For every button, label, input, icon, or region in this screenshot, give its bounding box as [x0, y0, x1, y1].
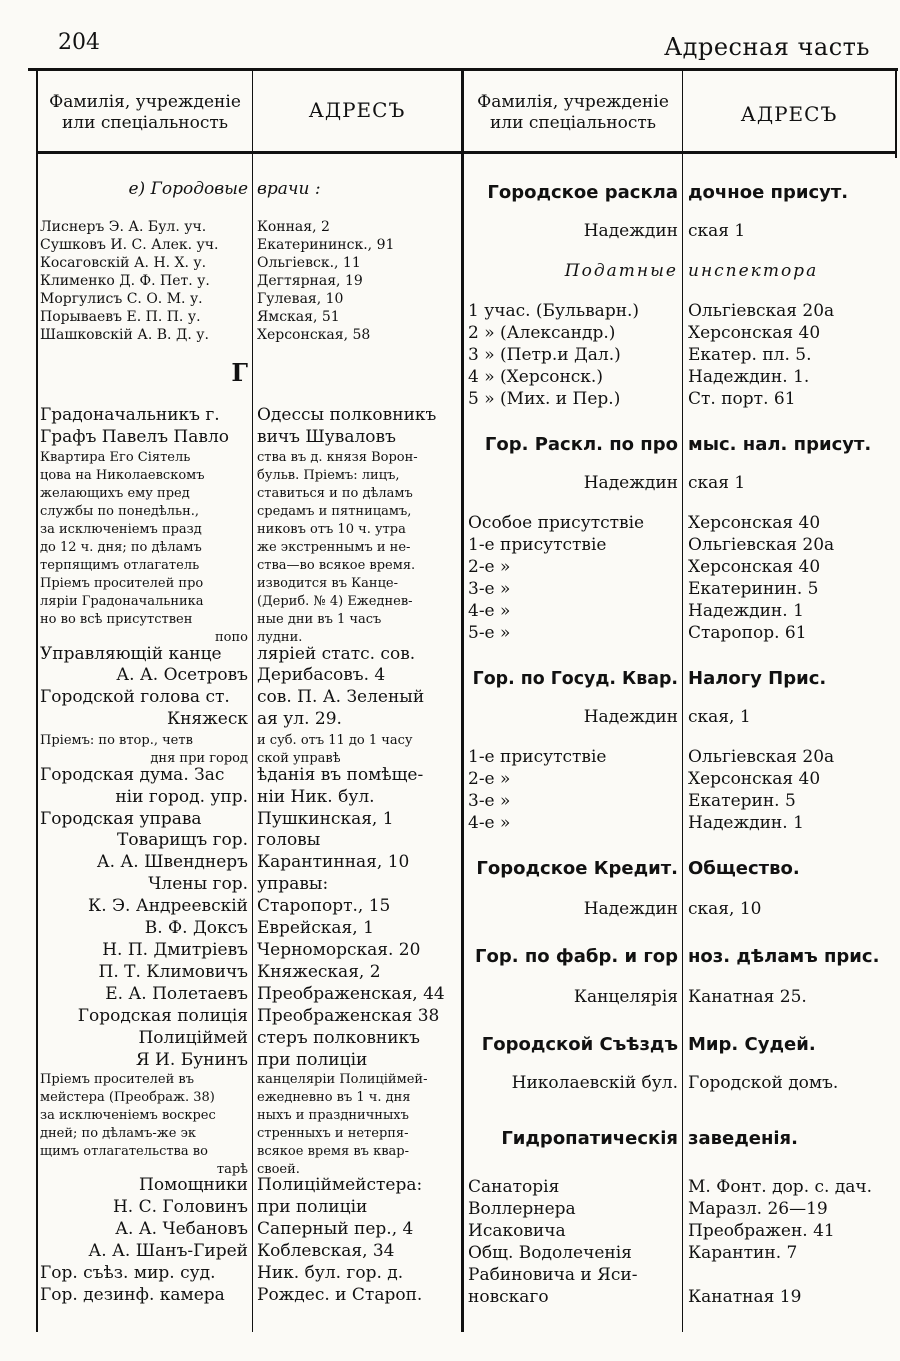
entry-name: Городское раскла	[487, 182, 678, 203]
entry-address: Ямская, 51	[257, 309, 340, 325]
entry-address: Ольгіевск., 11	[257, 255, 361, 271]
entry-address: при полиціи	[257, 1197, 368, 1217]
entry-address: Дерибасовъ. 4	[257, 665, 386, 685]
entry-address: Дегтярная, 19	[257, 273, 363, 289]
entry-address: ныхъ и праздничныхъ	[257, 1108, 409, 1123]
header-name-line2: или спеціальность	[489, 113, 657, 133]
header-name-right	[464, 92, 682, 134]
entry-name: Моргулисъ С. О. М. у.	[40, 291, 203, 307]
entry-name: Полиціймей	[138, 1028, 248, 1048]
entry-address: Преображен. 41	[688, 1221, 835, 1241]
entry-name: Гор. Раскл. по про	[484, 434, 678, 455]
entry-name: е) Городовые	[128, 179, 248, 199]
entry-name: Особое присутствіе	[468, 513, 645, 533]
header-rule	[37, 151, 897, 154]
entry-address: Екатер. пл. 5.	[688, 345, 812, 365]
entry-name: 3-е »	[468, 791, 511, 811]
entry-name: Городская управа	[40, 809, 202, 829]
entry-address: Саперный пер., 4	[257, 1219, 414, 1239]
entry-name: В. Ф. Доксъ	[144, 918, 248, 938]
entry-name: Г	[231, 358, 248, 387]
header-name-line1: Фамилія, учрежденіе	[49, 92, 241, 112]
entry-address: Старопорт., 15	[257, 896, 391, 916]
entry-name: Управляющій канце	[40, 644, 222, 664]
entry-address: инспектора	[688, 261, 819, 281]
entry-name: Пріемъ просителей въ	[40, 1072, 195, 1087]
header-name-line1: Фамилія, учрежденіе	[477, 92, 669, 112]
entry-address: ставиться и по дѣламъ	[257, 486, 413, 501]
entry-name: за исключеніемъ воскрес	[40, 1108, 216, 1123]
header-name-left	[38, 92, 252, 134]
entry-address: Ник. бул. гор. д.	[257, 1263, 404, 1283]
entry-address: ніи Ник. бул.	[257, 787, 375, 807]
entry-name: Я И. Бунинъ	[135, 1050, 248, 1070]
entry-address: бульв. Пріемъ: лицъ,	[257, 468, 400, 483]
entry-name: Надеждин	[583, 707, 678, 727]
entry-name: Санаторія	[468, 1177, 560, 1197]
entry-name: терпящимъ отлагатель	[40, 558, 200, 573]
entry-name: 2 » (Александр.)	[468, 323, 616, 343]
entry-name: 3-е »	[468, 579, 511, 599]
entry-name: щимъ отлагательства во	[40, 1144, 208, 1159]
entry-name: попо	[215, 630, 248, 645]
entry-name: Члены гор.	[148, 874, 248, 894]
entry-address: Ольгіевская 20а	[688, 535, 835, 555]
entry-address: Ольгіевская 20а	[688, 301, 835, 321]
entry-name: 5-е »	[468, 623, 511, 643]
entry-name: Гор. по Госуд. Квар.	[472, 669, 678, 689]
entry-name: А. А. Осетровъ	[116, 665, 248, 685]
entry-name: 4-е »	[468, 601, 511, 621]
entry-name: П. Т. Климовичъ	[98, 962, 248, 982]
entry-address: Херсонская 40	[688, 557, 821, 577]
frame-right	[895, 70, 897, 158]
entry-address: (Дериб. № 4) Ежеднев-	[257, 594, 413, 609]
entry-name: Городской Съѣздъ	[481, 1034, 678, 1055]
entry-name: Клименко Д. Ф. Пет. у.	[40, 273, 210, 289]
entry-address: Карантинная, 10	[257, 852, 410, 872]
entry-address: изводится въ Канце-	[257, 576, 399, 591]
entry-name: А. А. Шанъ-Гирей	[88, 1241, 248, 1261]
entry-address: головы	[257, 830, 321, 850]
entry-address: заведенія.	[688, 1128, 798, 1149]
entry-name: до 12 ч. дня; по дѣламъ	[40, 540, 202, 555]
entry-address: Херсонская, 58	[257, 327, 371, 343]
entry-address: Херсонская 40	[688, 769, 821, 789]
header-name-line2: или спеціальность	[61, 113, 229, 133]
entry-name: Н. П. Дмитріевъ	[102, 940, 248, 960]
entry-address: Канатная 25.	[688, 987, 807, 1007]
entry-name: Надеждин	[583, 473, 678, 493]
entry-name: 1-е присутствіе	[468, 747, 607, 767]
entry-address: Коблевская, 34	[257, 1241, 395, 1261]
entry-address: ляріей статс. сов.	[257, 644, 416, 664]
entry-address: Старопор. 61	[688, 623, 807, 643]
entry-name: желающихъ ему пред	[40, 486, 190, 501]
entry-name: но во всѣ присутствен	[40, 612, 193, 627]
entry-name: за исключеніемъ празд	[40, 522, 202, 537]
entry-name: ляріи Градоначальника	[40, 594, 204, 609]
entry-name: Е. А. Полетаевъ	[105, 984, 248, 1004]
entry-address: Херсонская 40	[688, 513, 821, 533]
entry-name: Градоначальникъ г.	[40, 405, 220, 425]
entry-address: стеръ полковникъ	[257, 1028, 420, 1048]
entry-address: стренныхъ и нетерпя-	[257, 1126, 409, 1141]
entry-name: 1 учас. (Бульварн.)	[468, 301, 640, 321]
entry-name: Помощники	[139, 1175, 248, 1195]
entry-address: Пушкинская, 1	[257, 809, 394, 829]
entry-address: Ст. порт. 61	[688, 389, 796, 409]
entry-name: Товарищъ гор.	[117, 830, 248, 850]
entry-address: управы:	[257, 874, 329, 894]
entry-name: Пріемъ просителей про	[40, 576, 204, 591]
entry-name: Косаговскій А. Н. Х. у.	[40, 255, 207, 271]
entry-address: Одессы полковникъ	[257, 405, 437, 425]
header-address-left: АДРЕСЪ	[308, 98, 406, 122]
entry-address: вичъ Шуваловъ	[257, 427, 396, 447]
entry-address: никовъ отъ 10 ч. утра	[257, 522, 406, 537]
entry-address: Карантин. 7	[688, 1243, 798, 1263]
entry-name: дня при город	[150, 751, 248, 766]
entry-address: Городской домъ.	[688, 1073, 839, 1093]
entry-name: Общ. Водолеченія	[468, 1243, 632, 1263]
entry-address: средамъ и пятницамъ,	[257, 504, 412, 519]
entry-name: Н. С. Головинъ	[112, 1197, 248, 1217]
entry-address: Преображенская, 44	[257, 984, 445, 1004]
col-divider-left	[252, 70, 253, 1332]
entry-address: же экстреннымъ и не-	[257, 540, 411, 555]
entry-name: Городской голова ст.	[40, 687, 230, 707]
entry-name: Городское Кредит.	[476, 858, 678, 879]
entry-address: ноз. дѣламъ прис.	[688, 946, 880, 967]
center-divider	[461, 70, 464, 1332]
entry-address: М. Фонт. дор. с. дач.	[688, 1177, 873, 1197]
entry-address: Маразл. 26—19	[688, 1199, 828, 1219]
entry-address: Канатная 19	[688, 1287, 802, 1307]
entry-name: К. Э. Андреевскій	[88, 896, 248, 916]
entry-name: тарѣ	[216, 1162, 248, 1177]
entry-address: ская, 10	[688, 899, 762, 919]
entry-address: Ольгіевская 20а	[688, 747, 835, 767]
entry-address: всякое время въ квар-	[257, 1144, 409, 1159]
entry-name: Городская полиція	[77, 1006, 248, 1026]
entry-name: 1-е присутствіе	[468, 535, 607, 555]
entry-name: Надеждин	[583, 221, 678, 241]
entry-name: Податные	[564, 261, 678, 281]
entry-address: Надеждин. 1	[688, 601, 804, 621]
entry-address: Екатерининск., 91	[257, 237, 395, 253]
entry-address: Преображенская 38	[257, 1006, 440, 1026]
entry-name: дней; по дѣламъ-же эк	[40, 1126, 196, 1141]
entry-address: Екатерин. 5	[688, 791, 796, 811]
entry-address: и суб. отъ 11 до 1 часу	[257, 733, 413, 748]
entry-address: Рождес. и Староп.	[257, 1285, 423, 1305]
entry-address: Конная, 2	[257, 219, 330, 235]
entry-address: ства въ д. князя Ворон-	[257, 450, 418, 465]
entry-address: Екатеринин. 5	[688, 579, 819, 599]
entry-name: новскаго	[468, 1287, 549, 1307]
entry-name: Сушковъ И. С. Алек. уч.	[40, 237, 219, 253]
entry-name: Надеждин	[583, 899, 678, 919]
entry-address: Налогу Прис.	[688, 668, 827, 689]
entry-address: ской управѣ	[257, 751, 341, 766]
entry-name: Рабиновича и Яси-	[468, 1265, 638, 1285]
entry-name: 4-е »	[468, 813, 511, 833]
entry-name: Шашковскій А. В. Д. у.	[40, 327, 209, 343]
entry-address: ства—во всякое время.	[257, 558, 416, 573]
entry-address: Черноморская. 20	[257, 940, 421, 960]
entry-name: Городская дума. Зас	[40, 765, 225, 785]
entry-address: ая ул. 29.	[257, 709, 342, 729]
entry-name: Воллернера	[468, 1199, 576, 1219]
entry-address: Полиціймейстера:	[257, 1175, 423, 1195]
entry-name: Гор. по фабр. и гор	[475, 946, 678, 967]
entry-address: мыс. нал. присут.	[688, 434, 872, 455]
entry-address: Гулевая, 10	[257, 291, 344, 307]
entry-address: ская 1	[688, 473, 746, 493]
entry-address: врачи :	[257, 179, 321, 199]
col-divider-right	[682, 70, 683, 1332]
entry-address: Мир. Судей.	[688, 1034, 816, 1055]
entry-name: Гидропатическія	[501, 1128, 678, 1149]
entry-name: мейстера (Преображ. 38)	[40, 1090, 215, 1105]
entry-name: цова на Николаевскомъ	[40, 468, 205, 483]
entry-address: лудни.	[257, 630, 303, 645]
entry-name: Квартира Его Сіятель	[40, 450, 191, 465]
entry-address: Надеждин. 1	[688, 813, 804, 833]
entry-name: 2-е »	[468, 769, 511, 789]
entry-address: Надеждин. 1.	[688, 367, 810, 387]
entry-name: Канцелярія	[573, 987, 678, 1007]
entry-address: ежедневно въ 1 ч. дня	[257, 1090, 411, 1105]
entry-name: Гор. съѣз. мир. суд.	[40, 1263, 216, 1283]
entry-address: Херсонская 40	[688, 323, 821, 343]
entry-address: сов. П. А. Зеленый	[257, 687, 425, 707]
entry-name: Лиснеръ Э. А. Бул. уч.	[40, 219, 207, 235]
entry-name: 3 » (Петр.и Дал.)	[468, 345, 621, 365]
entry-address: ская, 1	[688, 707, 751, 727]
entry-name: Гор. дезинф. камера	[40, 1285, 225, 1305]
entry-address: ные дни въ 1 часъ	[257, 612, 382, 627]
entry-name: Порываевъ Е. П. П. у.	[40, 309, 201, 325]
entry-name: Николаевскій бул.	[511, 1073, 678, 1093]
entry-address: ская 1	[688, 221, 746, 241]
entry-name: ніи город. упр.	[115, 787, 248, 807]
entry-name: А. А. Швенднеръ	[96, 852, 248, 872]
section-title: Адресная часть	[664, 33, 870, 61]
entry-address: Общество.	[688, 858, 800, 879]
entry-address: при полиціи	[257, 1050, 368, 1070]
entry-address: канцеляріи Полиціймей-	[257, 1072, 428, 1087]
entry-name: Графъ Павелъ Павло	[40, 427, 229, 447]
entry-address: ѣданія въ помѣще-	[257, 765, 424, 785]
entry-address: Еврейская, 1	[257, 918, 374, 938]
page-number: 204	[58, 30, 100, 55]
entry-address: своей.	[257, 1162, 300, 1177]
entry-name: А. А. Чебановъ	[115, 1219, 248, 1239]
entry-name: 2-е »	[468, 557, 511, 577]
entry-address: дочное присут.	[688, 182, 849, 203]
entry-name: 5 » (Мих. и Пер.)	[468, 389, 621, 409]
entry-name: 4 » (Херсонск.)	[468, 367, 603, 387]
entry-name: Княжеск	[166, 709, 248, 729]
entry-name: Исаковича	[468, 1221, 566, 1241]
entry-name: Пріемъ: по втор., четв	[40, 733, 193, 748]
header-address-right: АДРЕСЪ	[740, 102, 838, 126]
entry-name: службы по понедѣльн.,	[40, 504, 200, 519]
entry-address: Княжеская, 2	[257, 962, 381, 982]
frame-left	[36, 70, 38, 1332]
